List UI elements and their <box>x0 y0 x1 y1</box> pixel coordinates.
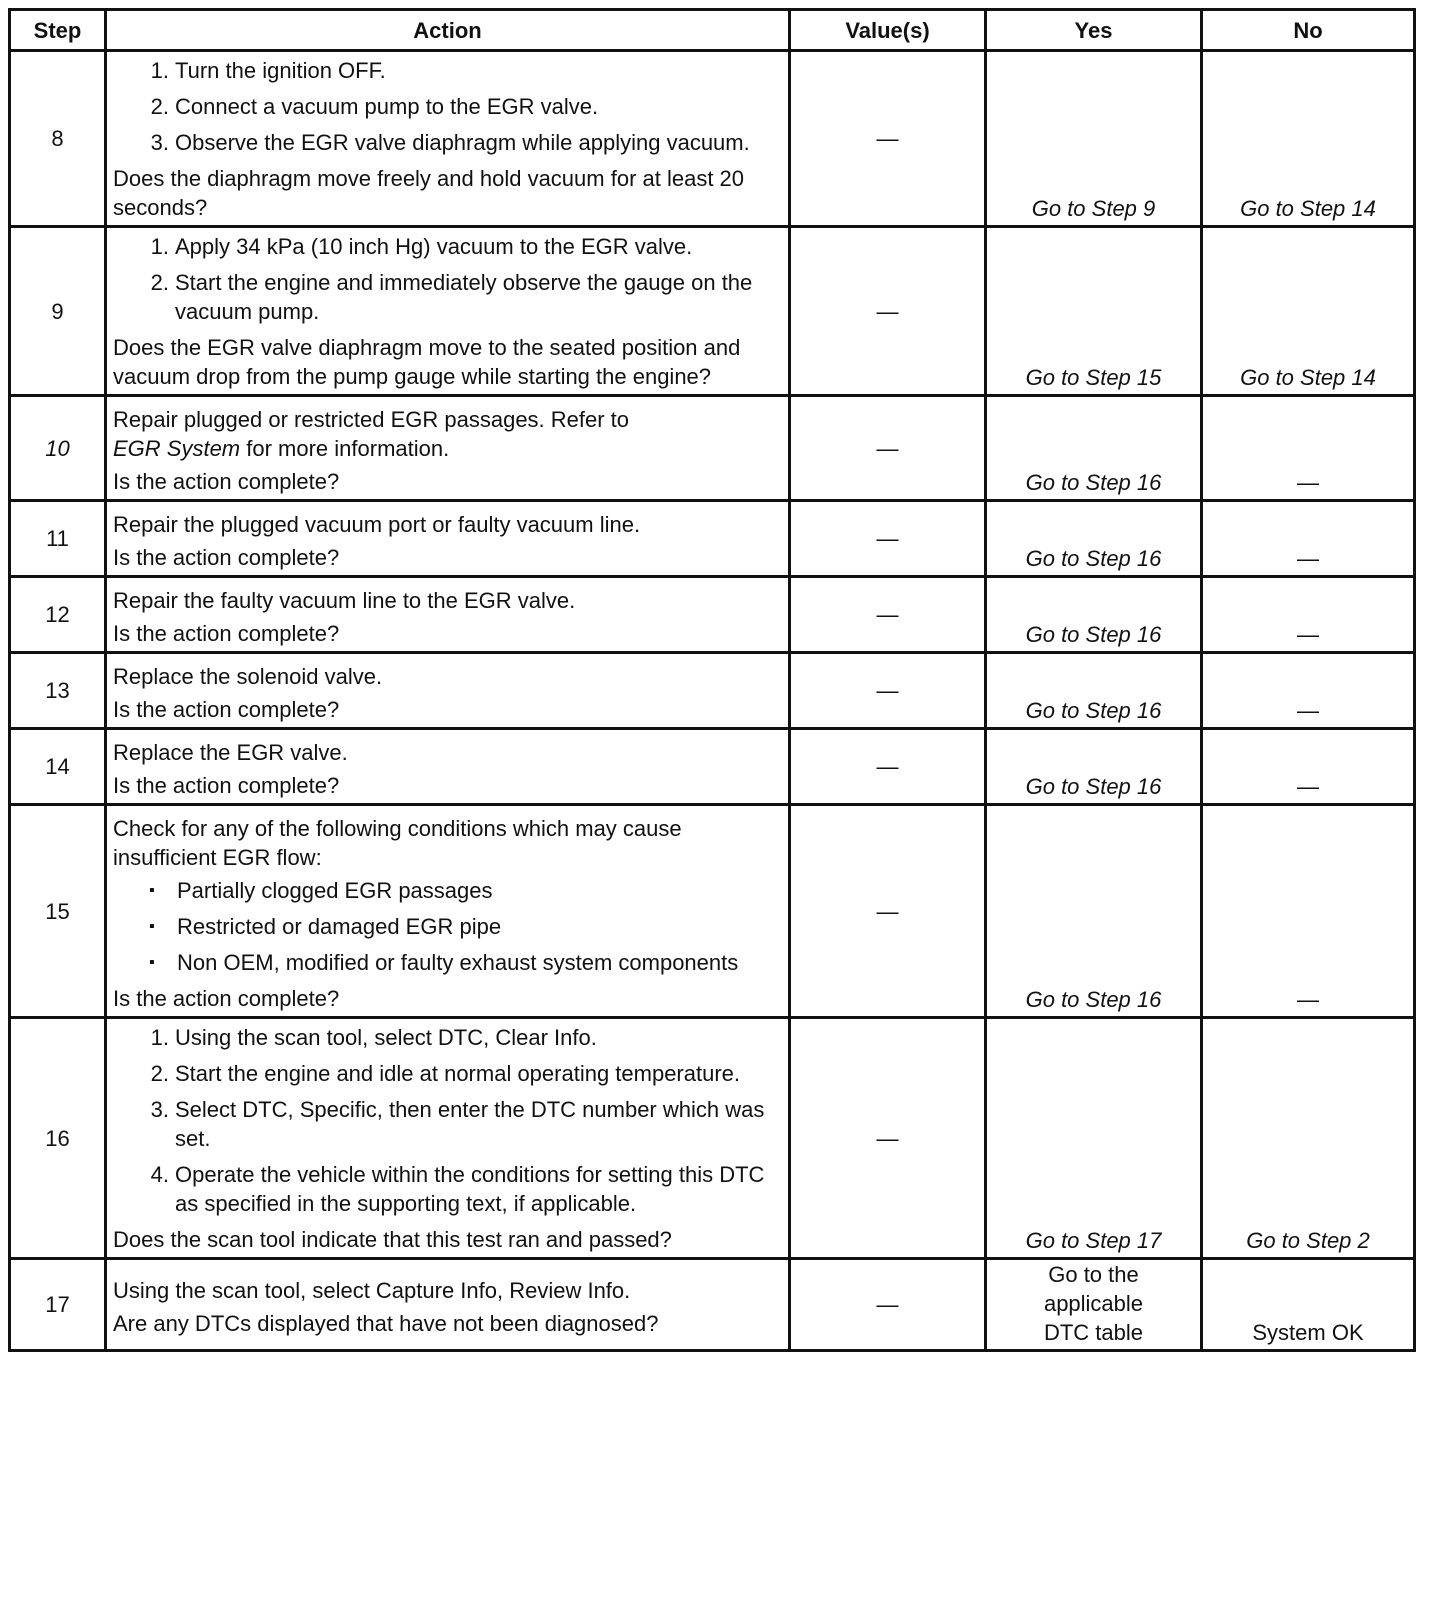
table-header-row <box>10 10 1415 51</box>
table-row <box>10 805 1415 1018</box>
yes-result: Go to Step 16 <box>986 501 1202 577</box>
action-cell <box>106 805 790 1018</box>
step-number: 10 <box>10 396 106 501</box>
no-result: — <box>1202 501 1415 577</box>
yes-result: Go to Step 16 <box>986 729 1202 805</box>
list-item: 2. Connect a vacuum pump to the EGR valve. <box>150 94 599 119</box>
table-row <box>10 227 1415 396</box>
list-item: 2. Start the engine and idle at normal operating temperature. <box>150 1061 741 1086</box>
action-steps <box>113 1023 780 1218</box>
no-result: — <box>1202 653 1415 729</box>
condition-list <box>113 876 780 977</box>
yes-result: Go to Step 16 <box>986 577 1202 653</box>
table-row <box>10 577 1415 653</box>
yes-result: Go to Step 16 <box>986 653 1202 729</box>
action-cell <box>106 653 790 729</box>
step-number: 11 <box>10 501 106 577</box>
action-cell <box>106 1259 790 1351</box>
table-row <box>10 1259 1415 1351</box>
action-text: Replace the EGR valve. <box>113 740 348 765</box>
no-result: — <box>1202 805 1415 1018</box>
action-text: Repair the faulty vacuum line to the EGR valve. <box>113 588 576 613</box>
list-item: ▪ Non OEM, modified or faulty exhaust system components <box>149 950 739 975</box>
action-cell <box>106 227 790 396</box>
step-number: 15 <box>10 805 106 1018</box>
yes-result: Go to Step 16 <box>986 396 1202 501</box>
action-steps <box>113 56 780 157</box>
action-question: Is the action complete? <box>113 773 340 798</box>
yes-result: Go to Step 17 <box>986 1018 1202 1259</box>
no-result: — <box>1202 577 1415 653</box>
egr-system-reference: EGR System <box>113 436 241 461</box>
step-number: 16 <box>10 1018 106 1259</box>
yes-result: Go to Step 16 <box>986 805 1202 1018</box>
action-question: Is the action complete? <box>113 697 340 722</box>
step-number: 8 <box>10 51 106 227</box>
action-text: Repair the plugged vacuum port or faulty vacuum line. <box>113 512 641 537</box>
action-steps <box>113 232 780 326</box>
values-cell: — <box>790 396 986 501</box>
values-cell: — <box>790 805 986 1018</box>
action-text: Using the scan tool, select Capture Info, Review Info. <box>113 1278 631 1303</box>
action-cell <box>106 51 790 227</box>
header-no: No <box>1202 10 1415 51</box>
action-text: Repair plugged or restricted EGR passages. Refer to EGR System for more information. <box>113 407 630 461</box>
header-values: Value(s) <box>790 10 986 51</box>
list-item: 1. Apply 34 kPa (10 inch Hg) vacuum to the EGR valve. <box>150 234 693 259</box>
list-item: 1. Using the scan tool, select DTC, Clear Info. <box>150 1025 597 1050</box>
header-step: Step <box>10 10 106 51</box>
values-cell: — <box>790 227 986 396</box>
action-question: Does the diaphragm move freely and hold vacuum for at least 20 seconds? <box>113 166 745 220</box>
action-cell <box>106 577 790 653</box>
action-text: Replace the solenoid valve. <box>113 664 383 689</box>
table-row <box>10 51 1415 227</box>
table-row <box>10 396 1415 501</box>
diagnostic-table <box>8 8 1416 1352</box>
list-item: 3. Observe the EGR valve diaphragm while applying vacuum. <box>150 130 750 155</box>
no-result: Go to Step 14 <box>1202 227 1415 396</box>
action-cell <box>106 729 790 805</box>
action-question: Does the scan tool indicate that this test ran and passed? <box>113 1227 672 1252</box>
header-action: Action <box>106 10 790 51</box>
list-item: ▪ Partially clogged EGR passages <box>149 878 493 903</box>
action-cell <box>106 1018 790 1259</box>
action-cell <box>106 396 790 501</box>
values-cell: — <box>790 653 986 729</box>
yes-result: Go to Step 9 <box>986 51 1202 227</box>
no-result: Go to Step 2 <box>1202 1018 1415 1259</box>
list-item: 2. Start the engine and immediately observe the gauge on the vacuum pump. <box>150 270 753 324</box>
values-cell: — <box>790 1018 986 1259</box>
no-result: System OK <box>1202 1259 1415 1351</box>
action-text: Check for any of the following conditions which may cause insufficient EGR flow: <box>113 816 682 870</box>
action-question: Is the action complete? <box>113 986 340 1011</box>
values-cell: — <box>790 51 986 227</box>
yes-result: Go to the applicable DTC table <box>986 1259 1202 1351</box>
action-question: Is the action complete? <box>113 469 340 494</box>
step-number: 12 <box>10 577 106 653</box>
header-yes: Yes <box>986 10 1202 51</box>
values-cell: — <box>790 577 986 653</box>
yes-result: Go to Step 15 <box>986 227 1202 396</box>
action-question: Are any DTCs displayed that have not been diagnosed? <box>113 1311 659 1336</box>
table-row <box>10 729 1415 805</box>
list-item: 4. Operate the vehicle within the conditions for setting this DTC as specified in the supporting text, if applicable. <box>150 1162 765 1216</box>
action-cell <box>106 501 790 577</box>
no-result: — <box>1202 396 1415 501</box>
action-question: Does the EGR valve diaphragm move to the seated position and vacuum drop from the pump gauge while starting the engine? <box>113 335 741 389</box>
values-cell: — <box>790 501 986 577</box>
no-result: Go to Step 14 <box>1202 51 1415 227</box>
step-number: 9 <box>10 227 106 396</box>
list-item: 3. Select DTC, Specific, then enter the DTC number which was set. <box>150 1097 765 1151</box>
list-item: ▪ Restricted or damaged EGR pipe <box>149 914 502 939</box>
list-item: 1. Turn the ignition OFF. <box>150 58 386 83</box>
table-row <box>10 653 1415 729</box>
step-number: 14 <box>10 729 106 805</box>
action-question: Is the action complete? <box>113 545 340 570</box>
no-result: — <box>1202 729 1415 805</box>
step-number: 17 <box>10 1259 106 1351</box>
values-cell: — <box>790 729 986 805</box>
table-row <box>10 1018 1415 1259</box>
step-number: 13 <box>10 653 106 729</box>
values-cell: — <box>790 1259 986 1351</box>
table-row <box>10 501 1415 577</box>
action-question: Is the action complete? <box>113 621 340 646</box>
